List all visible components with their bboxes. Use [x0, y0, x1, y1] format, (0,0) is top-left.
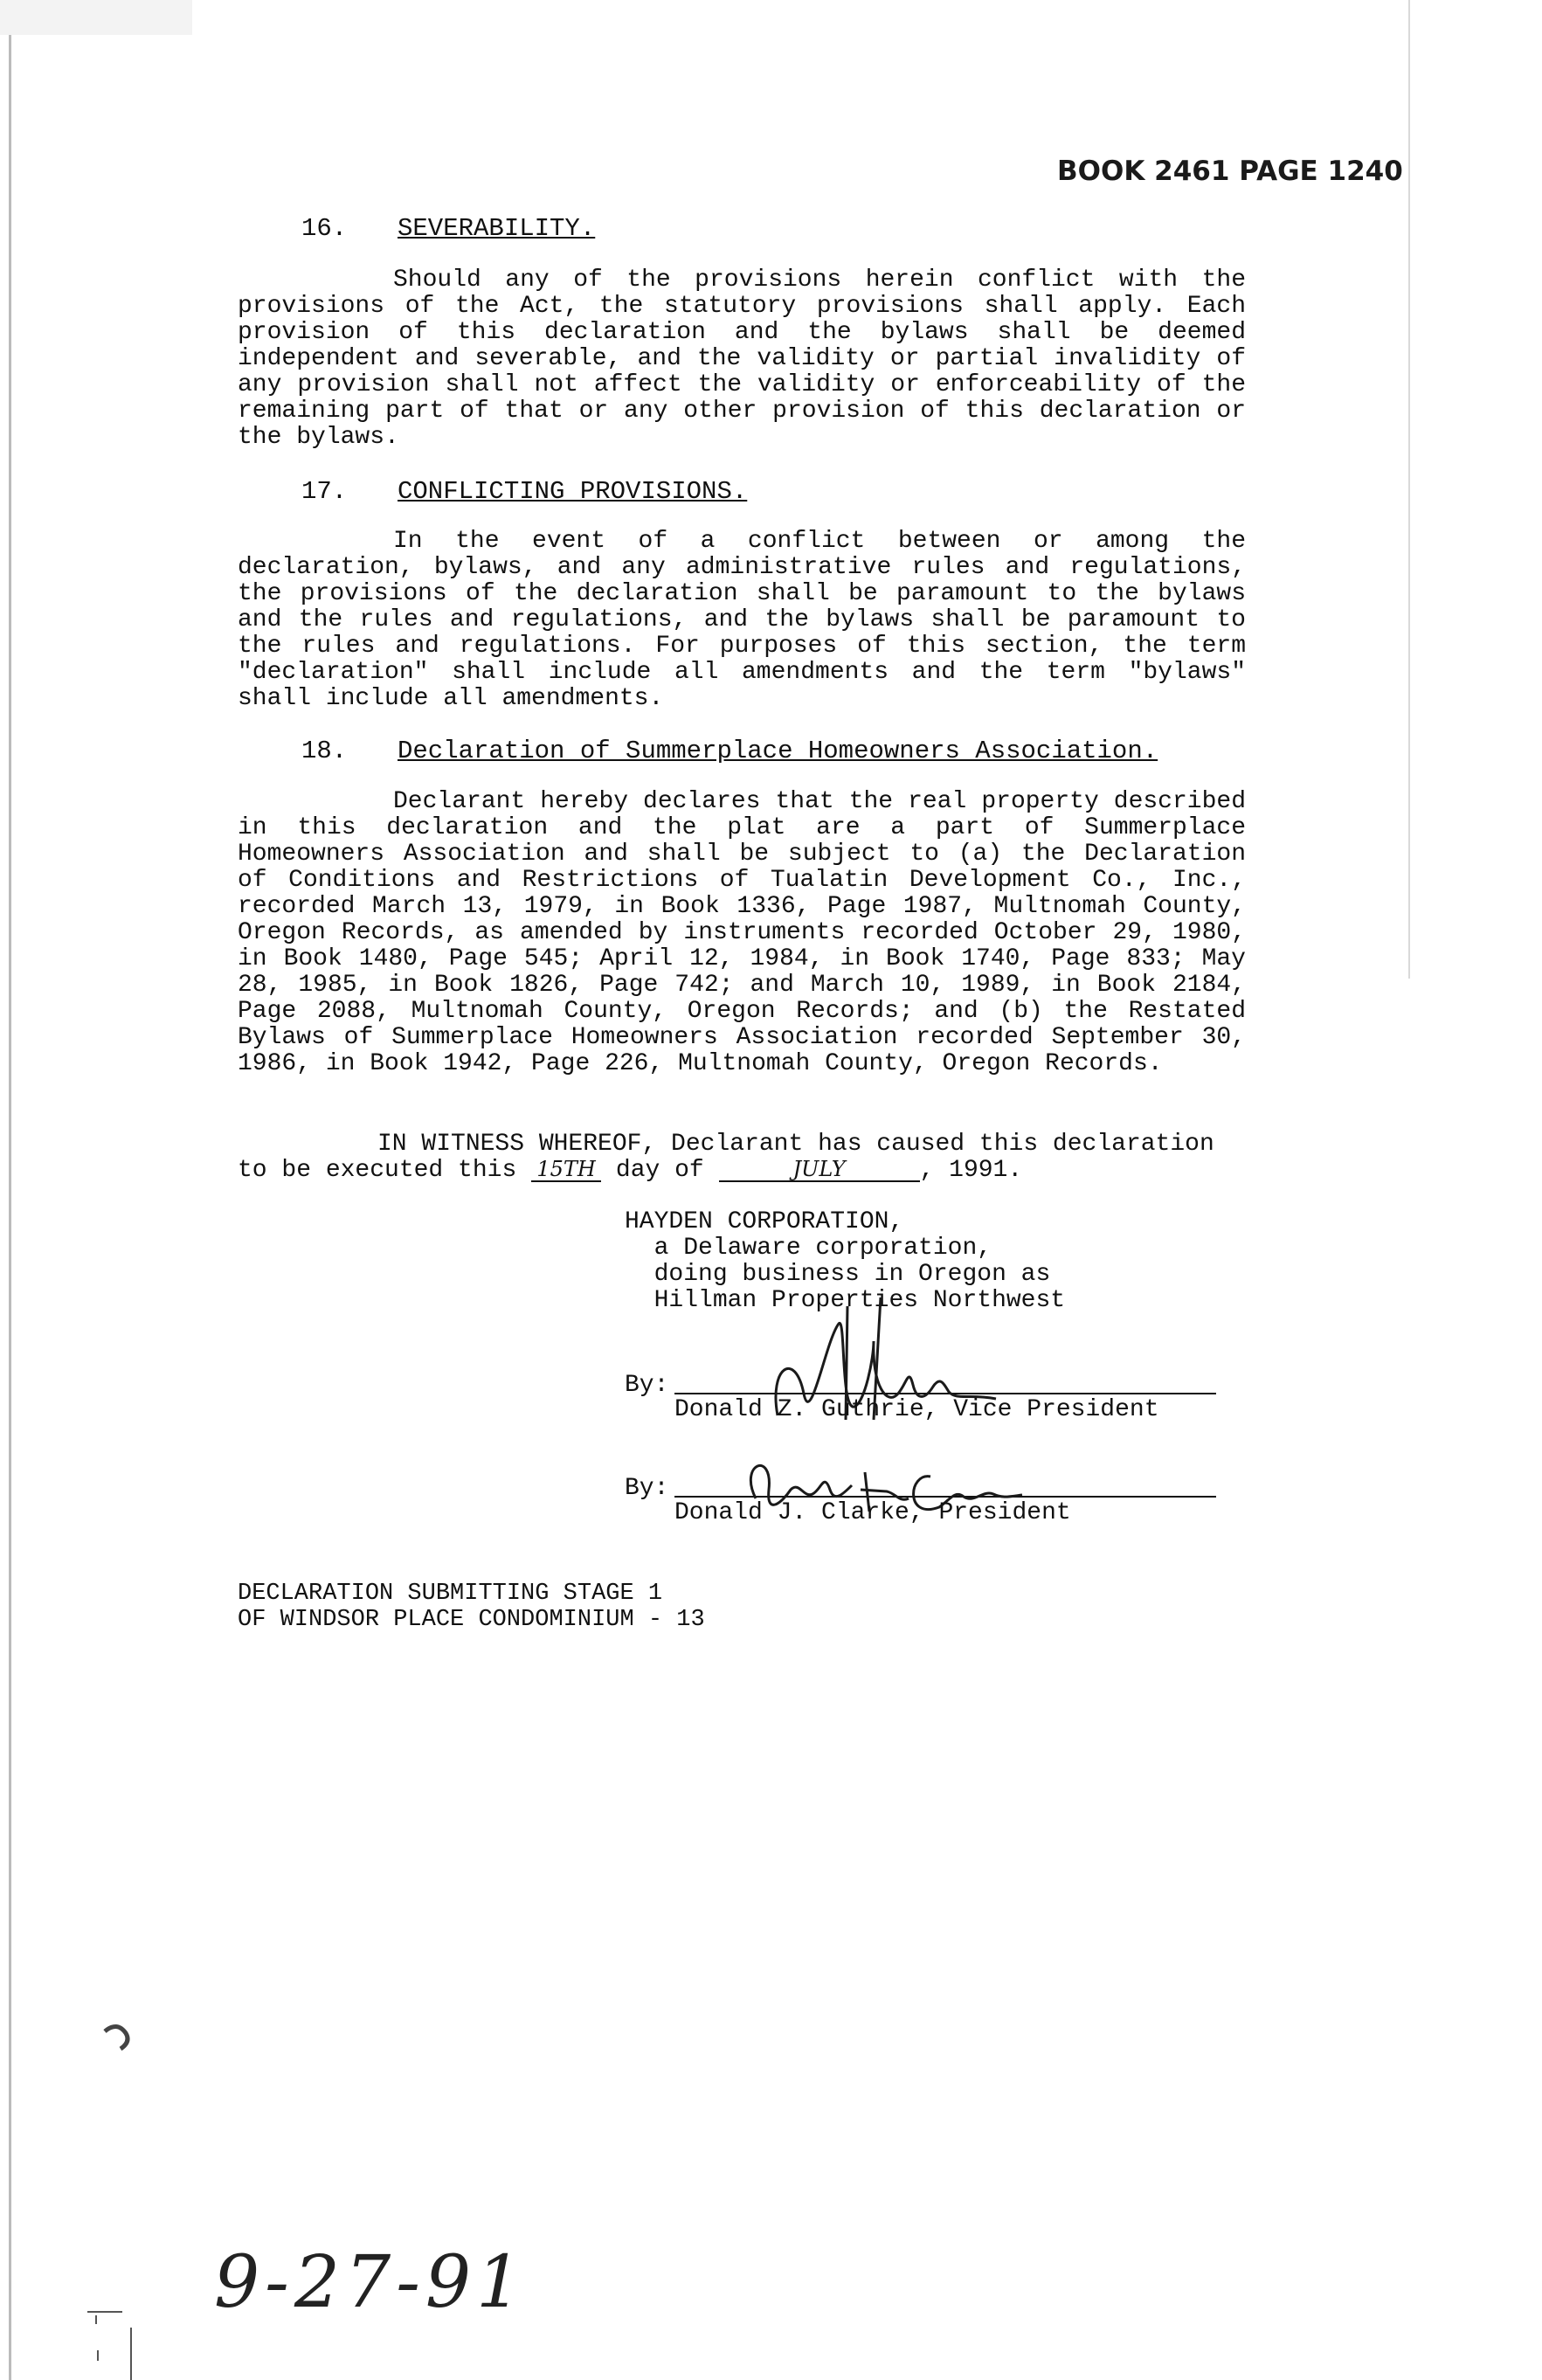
right-edge-shadow: [1408, 0, 1410, 979]
section-number: 18.: [301, 737, 348, 765]
section-title: SEVERABILITY.: [398, 214, 596, 243]
handwritten-date: 9-27-91: [214, 2241, 528, 2324]
section-16-heading: [301, 214, 595, 243]
binding-marks: [96, 2315, 131, 2380]
signer-1-name: Donald Z. Guthrie, Vice President: [674, 1396, 1159, 1423]
section-18-heading: [301, 737, 1158, 765]
recording-stamp: BOOK 2461 PAGE 1240: [1057, 156, 1403, 187]
witness-line-1: IN WITNESS WHEREOF, Declarant has caused this declaration: [377, 1131, 1214, 1158]
section-18-body: Declarant hereby declares that the real property described in this declaration and the plat are a part of Summerplace Homeowners Association and shall be subject to (a) the Declaration of Conditions and Restrictions of Tualatin Development Co., Inc., recorded March 13, 1979, in Book 1336, Page 1987, Multnomah County, Oregon Records, as amended by instruments recorded October 29, 1980, in Book 1480, Page 545; April 12, 1984, in Book 1740, Page 833; May 28, 1985, in Book 1826, Page 742; and March 10, 1989, in Book 2184, Page 2088, Multnomah County, Oregon Records; and (b) the Restated Bylaws of Summerplace Homeowners Association recorded September 30, 1986, in Book 1942, Page 226, Multnomah County, Oregon Records.: [238, 788, 1246, 1077]
left-edge-shadow: [9, 0, 11, 2380]
signature-1-by-label: By:: [625, 1372, 669, 1399]
top-left-smudge: [0, 0, 192, 35]
stray-mark: [105, 2026, 128, 2049]
witness-mid: day of: [615, 1157, 704, 1184]
section-number: 16.: [301, 214, 348, 243]
witness-prefix: to be executed this: [238, 1157, 517, 1184]
witness-clause: [238, 1131, 1251, 1184]
document-footer-title: DECLARATION SUBMITTING STAGE 1 OF WINDSOR PLACE CONDOMINIUM - 13: [238, 1581, 705, 1633]
execution-year: , 1991.: [919, 1157, 1023, 1184]
section-number: 17.: [301, 477, 348, 506]
section-title: Declaration of Summerplace Homeowners Association.: [398, 737, 1158, 765]
execution-day: 15TH: [531, 1158, 601, 1182]
declarant-block: HAYDEN CORPORATION, a Delaware corporation, doing business in Oregon as Hillman Properties Northwest: [625, 1208, 1066, 1314]
section-16-body: Should any of the provisions herein conflict with the provisions of the Act, the statutory provisions shall apply. Each provision of this declaration and the bylaws shall be deemed independent and severable, and the validity or partial invalidity of any provision shall not affect the validity or enforceability of the remaining part of that or any other provision of this declaration or the bylaws.: [238, 266, 1246, 451]
corner-line: [87, 2311, 122, 2313]
signer-2-name: Donald J. Clarke, President: [674, 1499, 1071, 1526]
section-17-heading: [301, 477, 747, 506]
execution-month: JULY: [719, 1158, 920, 1182]
section-title: CONFLICTING PROVISIONS.: [398, 477, 748, 506]
witness-line-2: [238, 1158, 1251, 1184]
section-17-body: In the event of a conflict between or among the declaration, bylaws, and any administrative rules and regulations, the provisions of the declaration shall be paramount to the bylaws and the rules and regulations, and the bylaws shall be paramount to the rules and regulations. For purposes of this section, the term "declaration" shall include all amendments and the term "bylaws" shall include all amendments.: [238, 528, 1246, 712]
signature-2-by-label: By:: [625, 1475, 669, 1502]
